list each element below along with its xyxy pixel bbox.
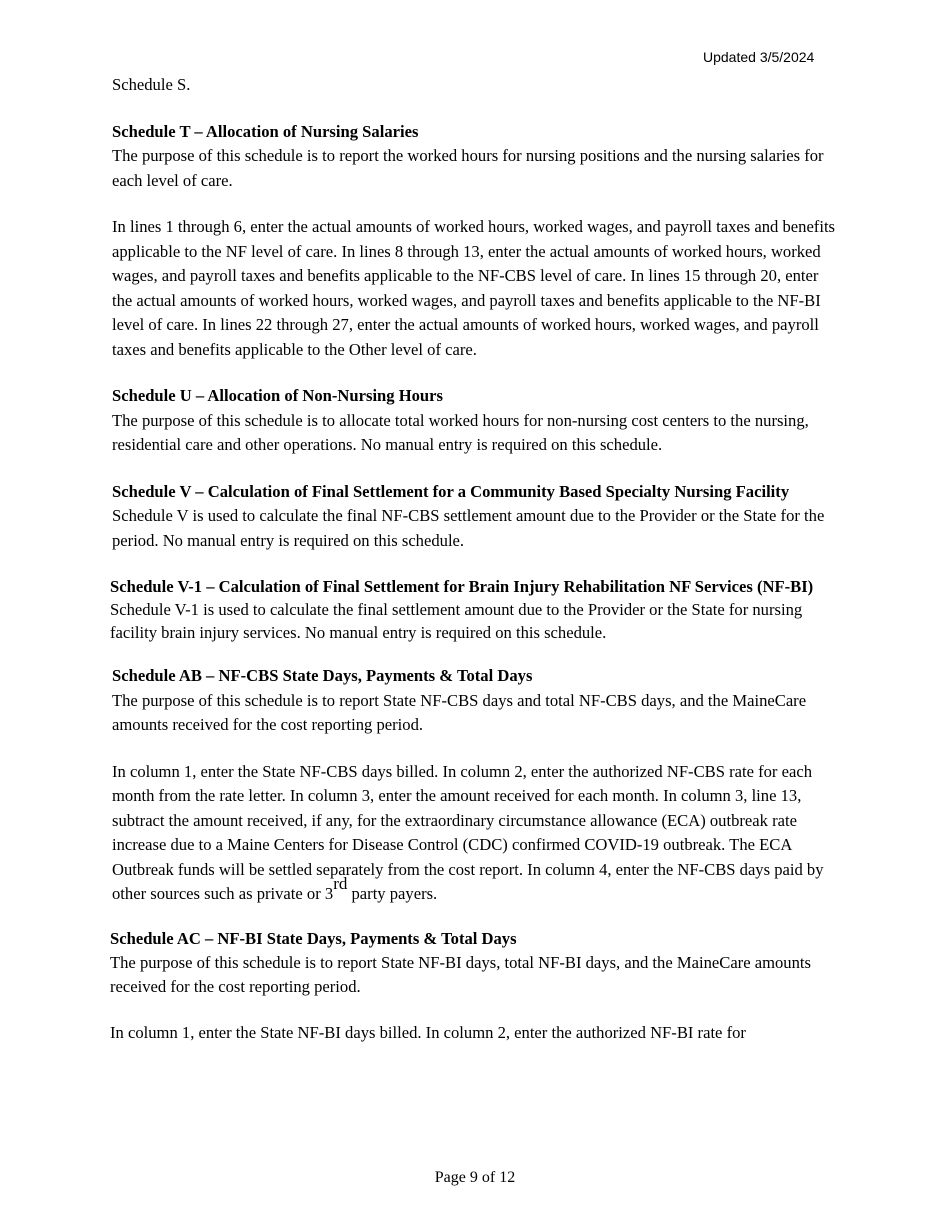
section-paragraph [112, 760, 837, 907]
paragraph-text: In column 1, enter the State NF-CBS days billed. In column 2, enter the authorized NF-CBS rate for each month from the rate letter. In column 3, enter the amount received for each month. In column 3, line 13, subtract the amount received, if any, for the extraordinary circumstance allowance (ECA) outbreak rate increase due to a Maine Centers for Disease Control (CDC) confirmed COVID-19 outbreak. The ECA Outbreak funds will be settled separately from the cost report. In column 4, enter the NF-CBS days paid by other sources such as private or 3 [112, 761, 824, 903]
superscript-rd: rd [333, 874, 348, 893]
section-schedule-ab [112, 664, 837, 907]
section-title: Schedule U – Allocation of Non-Nursing Hours [112, 386, 443, 405]
paragraph-text: party payers. [347, 884, 438, 903]
document-body [112, 73, 837, 1045]
section-paragraph: Schedule V is used to calculate the final NF-CBS settlement amount due to the Provider or the State for the period. No manual entry is required on this schedule. [112, 506, 825, 550]
section-schedule-v [112, 480, 837, 554]
section-schedule-ac [110, 927, 837, 1045]
section-title: Schedule AC – NF-BI State Days, Payments & Total Days [110, 928, 517, 948]
intro-fragment: Schedule S. [112, 75, 191, 94]
section-paragraph: In column 1, enter the State NF-BI days billed. In column 2, enter the authorized NF-BI rate for [110, 1022, 746, 1042]
section-paragraph: The purpose of this schedule is to report the worked hours for nursing positions and the nursing salaries for each level of care. [112, 146, 824, 190]
section-title: Schedule V-1 – Calculation of Final Settlement for Brain Injury Rehabilitation NF Services (NF-BI) [110, 577, 814, 596]
section-paragraph: The purpose of this schedule is to report State NF-CBS days and total NF-CBS days, and the MaineCare amounts received for the cost reporting period. [112, 690, 807, 734]
section-paragraph: In lines 1 through 6, enter the actual amounts of worked hours, worked wages, and payroll taxes and benefits applicable to the NF level of care. In lines 8 through 13, enter the actual amounts of worked hours, worked wages, and payroll taxes and benefits applicable to the NF-CBS level of care. In lines 15 through 20, enter the actual amounts of worked hours, worked wages, and payroll taxes and benefits applicable to the NF-BI level of care. In lines 22 through 27, enter the actual amounts of worked hours, worked wages, and payroll taxes and benefits applicable to the Other level of care. [112, 217, 836, 359]
updated-date: Updated 3/5/2024 [703, 49, 815, 65]
section-schedule-v1 [110, 575, 837, 644]
section-paragraph: The purpose of this schedule is to allocate total worked hours for non-nursing cost centers to the nursing, residential care and other operations. No manual entry is required on this schedule. [112, 410, 809, 454]
section-title: Schedule T – Allocation of Nursing Salaries [112, 121, 419, 141]
section-paragraph: The purpose of this schedule is to report State NF-BI days, total NF-BI days, and the MaineCare amounts received for the cost reporting period. [110, 952, 811, 996]
section-paragraph: Schedule V-1 is used to calculate the final settlement amount due to the Provider or the State for nursing facility brain injury services. No manual entry is required on this schedule. [110, 600, 803, 642]
section-title: Schedule V – Calculation of Final Settlement for a Community Based Specialty Nursing Facility [112, 481, 790, 501]
section-schedule-t [112, 120, 837, 363]
section-title: Schedule AB – NF-CBS State Days, Payments & Total Days [112, 666, 533, 685]
section-schedule-u [112, 384, 837, 458]
page-number: Page 9 of 12 [434, 1169, 516, 1186]
